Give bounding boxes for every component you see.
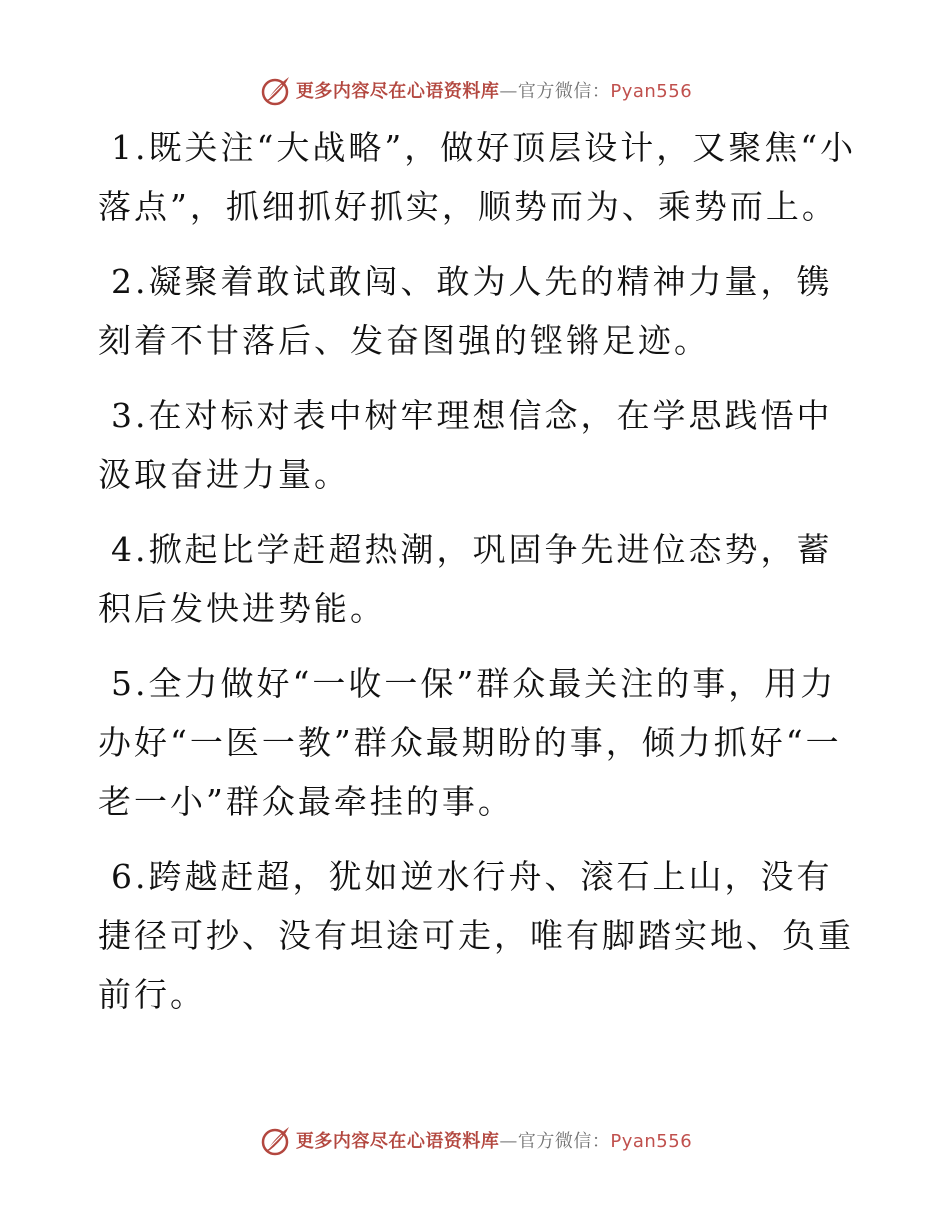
feather-pen-icon bbox=[258, 1123, 292, 1157]
paragraph-5: 5.全力做好“一收一保”群众最关注的事，用力办好“一医一教”群众最期盼的事，倾力抓好“一老一小”群众最牵挂的事。 bbox=[98, 664, 842, 821]
feather-pen-icon bbox=[258, 73, 292, 107]
header-banner-text bbox=[296, 77, 692, 103]
footer-banner-main: 更多内容尽在心语资料库 bbox=[295, 1131, 500, 1152]
footer-banner-dash: — bbox=[499, 1131, 518, 1152]
header-banner-dash: — bbox=[499, 81, 518, 102]
paragraph-3: 3.在对标对表中树牢理想信念，在学思践悟中汲取奋进力量。 bbox=[98, 396, 833, 494]
header-watermark-banner bbox=[0, 70, 950, 110]
document-body bbox=[98, 118, 858, 1040]
footer-banner-text bbox=[296, 1127, 692, 1153]
header-banner-sub: 官方微信： bbox=[517, 81, 611, 102]
footer-banner-sub: 官方微信： bbox=[517, 1131, 611, 1152]
footer-banner-wechat-id: Pyan556 bbox=[610, 1131, 693, 1152]
header-banner-wechat-id: Pyan556 bbox=[610, 81, 693, 102]
paragraph-1: 1.既关注“大战略”，做好顶层设计，又聚焦“小落点”，抓细抓好抓实，顺势而为、乘势而上。 bbox=[98, 128, 857, 226]
footer-watermark-banner bbox=[0, 1120, 950, 1160]
paragraph-2: 2.凝聚着敢试敢闯、敢为人先的精神力量，镌刻着不甘落后、发奋图强的铿锵足迹。 bbox=[98, 262, 833, 360]
header-banner-main: 更多内容尽在心语资料库 bbox=[295, 81, 500, 102]
paragraph-6: 6.跨越赶超，犹如逆水行舟、滚石上山，没有捷径可抄、没有坦途可走，唯有脚踏实地、负重前行。 bbox=[98, 857, 854, 1014]
paragraph-4: 4.掀起比学赶超热潮，巩固争先进位态势，蓄积后发快进势能。 bbox=[98, 530, 833, 628]
